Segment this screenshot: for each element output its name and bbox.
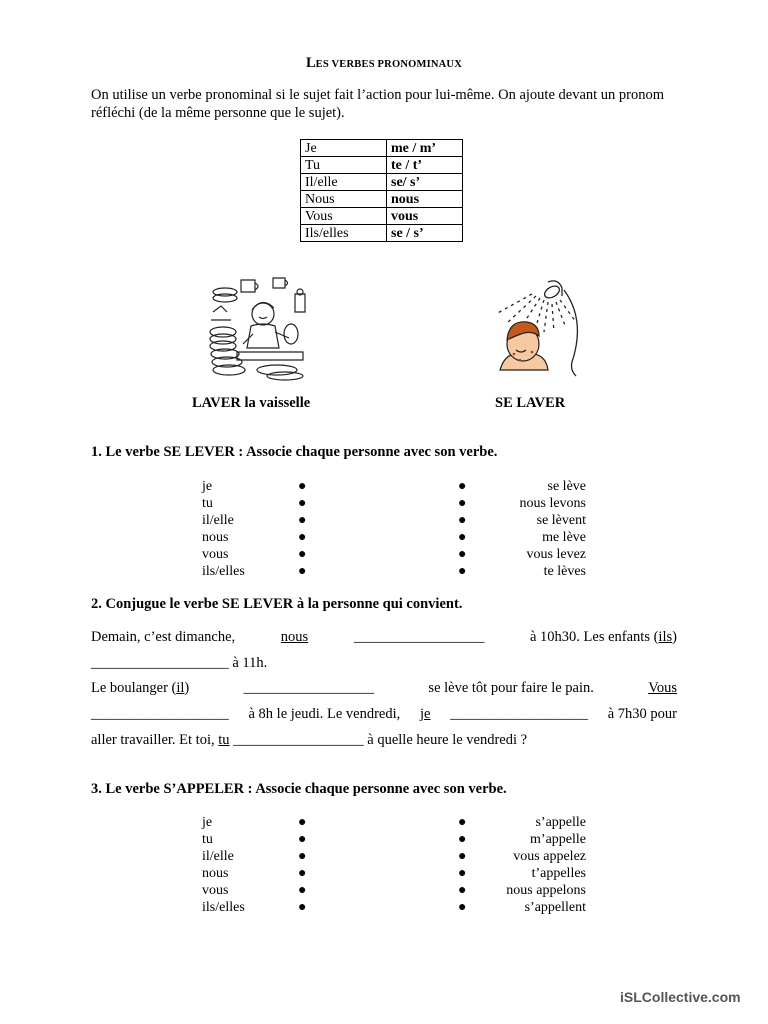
right-match-dot[interactable]: ● [458, 513, 467, 528]
verb-label: se lèvent [536, 513, 586, 528]
caption-laver-la-vaisselle: LAVER la vaisselle [192, 395, 311, 411]
answer-blank[interactable]: ___________________ [91, 706, 229, 722]
table-row [301, 140, 463, 157]
exercise2-line-5: aller travailler. Et toi, tu __________________ à quelle heure le vendredi ? [91, 732, 528, 748]
match-row [202, 546, 586, 563]
left-match-dot[interactable]: ● [298, 883, 307, 898]
left-match-dot[interactable]: ● [298, 496, 307, 511]
verb-label: me lève [542, 530, 586, 545]
reflexive-cell: te / t’ [387, 157, 463, 174]
subject-il: il [176, 680, 185, 696]
verb-label: te lèves [543, 564, 586, 579]
left-match-dot[interactable]: ● [298, 849, 307, 864]
table-row [301, 157, 463, 174]
pronoun-label: ils/elles [202, 564, 245, 579]
exercise3-heading: 3. Le verbe S’APPELER : Associe chaque personne avec son verbe. [91, 781, 507, 797]
answer-blank[interactable]: __________________ [243, 680, 375, 696]
right-match-dot[interactable]: ● [458, 883, 467, 898]
subject-cell: Vous [301, 208, 387, 225]
subject-je: je [420, 706, 431, 722]
pronoun-label: nous [202, 866, 229, 881]
match-row [202, 495, 586, 512]
exercise3-matching [202, 814, 586, 916]
reflexive-cell: vous [387, 208, 463, 225]
answer-blank[interactable]: __________________ [353, 629, 485, 645]
pronoun-label: ils/elles [202, 900, 245, 915]
pronoun-label: nous [202, 530, 229, 545]
table-row [301, 208, 463, 225]
left-match-dot[interactable]: ● [298, 479, 307, 494]
match-row [202, 848, 586, 865]
table-row [301, 225, 463, 242]
match-row [202, 529, 586, 546]
right-match-dot[interactable]: ● [458, 866, 467, 881]
answer-blank[interactable]: ___________________ [450, 706, 588, 722]
right-match-dot[interactable]: ● [458, 832, 467, 847]
right-match-dot[interactable]: ● [458, 479, 467, 494]
subject-cell: Nous [301, 191, 387, 208]
verb-label: se lève [547, 479, 586, 494]
left-match-dot[interactable]: ● [298, 866, 307, 881]
match-row [202, 563, 586, 580]
left-match-dot[interactable]: ● [298, 815, 307, 830]
verb-label: m’appelle [530, 832, 586, 847]
match-row [202, 478, 586, 495]
exercise1-matching [202, 478, 586, 580]
pronoun-label: vous [202, 547, 229, 562]
pronoun-label: je [202, 479, 213, 494]
answer-blank[interactable]: __________________ [233, 732, 364, 748]
right-match-dot[interactable]: ● [458, 530, 467, 545]
exercise2-heading: 2. Conjugue le verbe SE LEVER à la personne qui convient. [91, 596, 463, 612]
subject-cell: Tu [301, 157, 387, 174]
reflexive-cell: me / m’ [387, 140, 463, 157]
subject-vous: Vous [648, 680, 677, 696]
verb-label: t’appelles [531, 866, 586, 881]
right-match-dot[interactable]: ● [458, 564, 467, 579]
answer-blank[interactable]: ___________________ [91, 655, 229, 671]
subject-cell: Il/elle [301, 174, 387, 191]
page-title: LES VERBES PRONOMINAUX [305, 55, 463, 71]
reflexive-cell: se / s’ [387, 225, 463, 242]
shower-illustration [474, 278, 586, 382]
pronoun-label: tu [202, 496, 213, 511]
match-row [202, 831, 586, 848]
exercise2-line-4: ___________________ à 8h le jeudi. Le vendredi, je ___________________ à 7h30 pour [91, 706, 677, 722]
exercise2-line-2: ___________________ à 11h. [91, 655, 268, 671]
table-row [301, 174, 463, 191]
verb-label: nous appelons [506, 883, 586, 898]
right-match-dot[interactable]: ● [458, 547, 467, 562]
match-row [202, 882, 586, 899]
right-match-dot[interactable]: ● [458, 815, 467, 830]
subject-cell: Je [301, 140, 387, 157]
pronoun-label: tu [202, 832, 213, 847]
subject-tu: tu [218, 732, 230, 748]
subject-ils: ils [658, 629, 673, 645]
verb-label: vous levez [526, 547, 586, 562]
verb-label: vous appelez [513, 849, 586, 864]
left-match-dot[interactable]: ● [298, 832, 307, 847]
exercise2-line-1: Demain, c’est dimanche, nous __________________ à 10h30. Les enfants (ils) [91, 629, 677, 645]
reflexive-cell: se/ s’ [387, 174, 463, 191]
match-row [202, 865, 586, 882]
exercise2-line-3: Le boulanger (il) __________________ se lève tôt pour faire le pain. Vous [91, 680, 677, 696]
left-match-dot[interactable]: ● [298, 513, 307, 528]
pronoun-label: il/elle [202, 849, 234, 864]
match-row [202, 814, 586, 831]
verb-label: s’appelle [535, 815, 586, 830]
verb-label: s’appellent [524, 900, 586, 915]
subject-nous: nous [280, 629, 309, 645]
pronoun-label: je [202, 815, 213, 830]
subject-cell: Ils/elles [301, 225, 387, 242]
right-match-dot[interactable]: ● [458, 496, 467, 511]
table-row [301, 191, 463, 208]
match-row [202, 512, 586, 529]
site-watermark: iSLCollective.com [620, 989, 741, 1005]
left-match-dot[interactable]: ● [298, 564, 307, 579]
pronoun-label: il/elle [202, 513, 234, 528]
caption-se-laver: SE LAVER [495, 395, 566, 411]
dishwashing-illustration [207, 272, 307, 384]
left-match-dot[interactable]: ● [298, 530, 307, 545]
left-match-dot[interactable]: ● [298, 900, 307, 915]
match-row [202, 899, 586, 916]
reflexive-cell: nous [387, 191, 463, 208]
reflexive-pronoun-table [300, 139, 463, 242]
exercise1-heading: 1. Le verbe SE LEVER : Associe chaque personne avec son verbe. [91, 444, 498, 460]
left-match-dot[interactable]: ● [298, 547, 307, 562]
pronoun-label: vous [202, 883, 229, 898]
verb-label: nous levons [519, 496, 586, 511]
right-match-dot[interactable]: ● [458, 849, 467, 864]
right-match-dot[interactable]: ● [458, 900, 467, 915]
intro-text: On utilise un verbe pronominal si le sujet fait l’action pour lui-même. On ajoute devant un pronom réfléchi (de la même personne que le sujet). [91, 87, 665, 121]
